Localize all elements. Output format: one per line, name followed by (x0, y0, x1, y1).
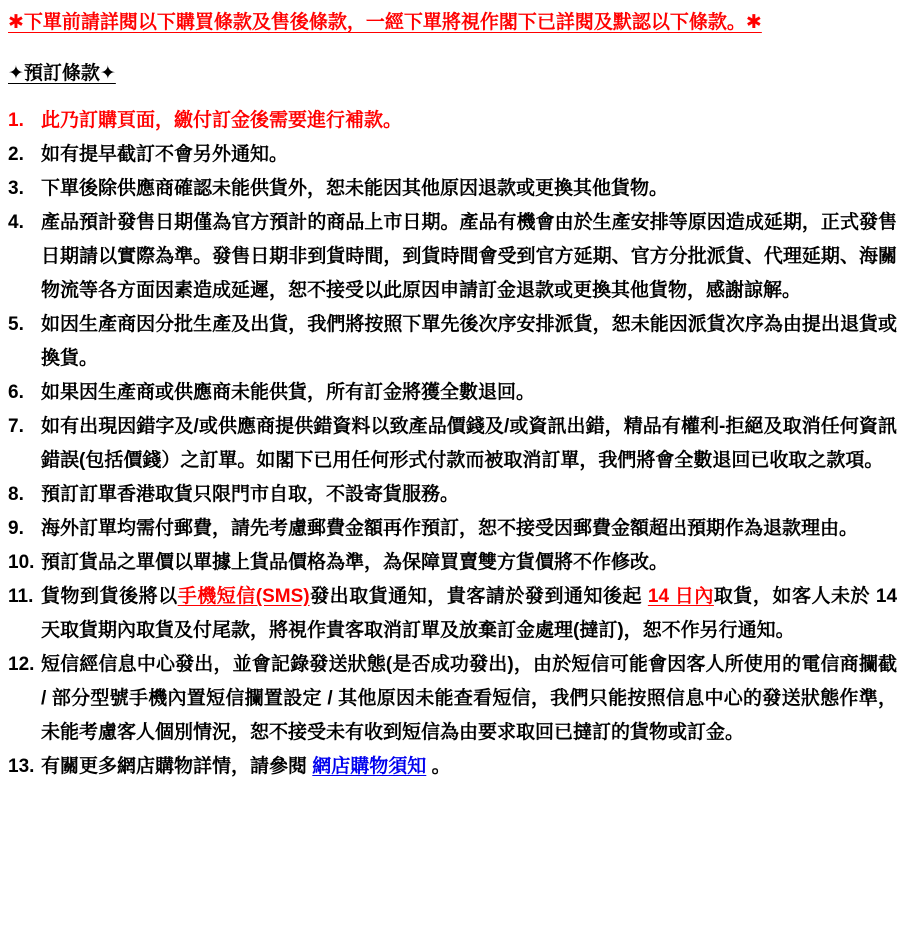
term-item-4 (8, 206, 897, 308)
term-number: 7. (8, 416, 24, 437)
term-text (41, 586, 897, 641)
term-number: 9. (8, 518, 24, 539)
term-item-9 (8, 512, 897, 546)
term-text: 預訂訂單香港取貨只限門市自取，不設寄貨服務。 (41, 484, 460, 505)
term-text: 預訂貨品之單價以單據上貨品價格為準，為保障買賣雙方貨價將不作修改。 (41, 552, 669, 573)
term-item-6 (8, 376, 897, 410)
term-item-11 (8, 580, 897, 648)
term-text: 此乃訂購頁面，繳付訂金後需要進行補款。 (41, 110, 403, 131)
term-number: 4. (8, 212, 24, 233)
page-title: ✱下單前請詳閱以下購買條款及售後條款，一經下單將視作閣下已詳閱及默認以下條款。✱ (8, 12, 762, 33)
term-item-8 (8, 478, 897, 512)
term-text: 海外訂單均需付郵費，請先考慮郵費金額再作預訂，恕不接受因郵費金額超出預期作為退款理由。 (41, 518, 859, 539)
term-text: 如有提早截訂不會另外通知。 (41, 144, 289, 165)
term-item-2 (8, 138, 897, 172)
term-text-segment: 發出取貨通知，貴客請於發到通知後起 (309, 586, 648, 607)
pickup-deadline-highlight: 14 日內 (647, 586, 714, 607)
term-number: 12. (8, 654, 35, 675)
term-text (41, 756, 451, 777)
term-item-3 (8, 172, 897, 206)
shop-guide-link[interactable]: 網店購物須知 (312, 756, 427, 777)
terms-list (8, 104, 897, 784)
term-text: 下單後除供應商確認未能供貨外，恕未能因其他原因退款或更換其他貨物。 (41, 178, 669, 199)
term-text-segment: 取貨，如客人未於 14 天取貨期內取貨及付尾款，將視作貴客取消訂單及放棄訂金處理(撻訂)，恕不作另行通知。 (41, 586, 898, 641)
term-number: 13. (8, 756, 35, 777)
section-header-preorder-terms: ✦預訂條款✦ (8, 63, 116, 84)
term-item-5 (8, 308, 897, 376)
term-number: 1. (8, 110, 24, 131)
term-item-10 (8, 546, 897, 580)
term-text-segment: 貨物到貨後將以 (41, 586, 178, 607)
term-number: 11. (8, 586, 34, 607)
term-number: 5. (8, 314, 24, 335)
terms-document (8, 8, 897, 784)
term-number: 10. (8, 552, 35, 573)
term-text: 產品預計發售日期僅為官方預計的商品上市日期。產品有機會由於生產安排等原因造成延期，正式發售日期請以實際為準。發售日期非到貨時間，到貨時間會受到官方延期、官方分批派貨、代理延期、海關物流等各方面因素造成延遲，恕不接受以此原因申請訂金退款或更換其他貨物，感謝諒解。 (41, 212, 897, 301)
term-item-1 (8, 104, 897, 138)
term-text: 如因生產商因分批生產及出貨，我們將按照下單先後次序安排派貨，恕未能因派貨次序為由提出退貨或換貨。 (41, 314, 897, 369)
term-number: 6. (8, 382, 24, 403)
term-number: 8. (8, 484, 24, 505)
term-item-12 (8, 648, 897, 750)
term-number: 3. (8, 178, 24, 199)
term-number: 2. (8, 144, 24, 165)
term-text-segment: 。 (426, 756, 451, 777)
term-text: 短信經信息中心發出，並會記錄發送狀態(是否成功發出)，由於短信可能會因客人所使用的電信商攔截 / 部分型號手機內置短信攔置設定 / 其他原因未能查看短信，我們只能按照信息中心的發送狀態作準，未能考慮客人個別情況，恕不接受未有收到短信為由要求取回已撻訂的貨物或訂金。 (41, 654, 897, 743)
term-text-segment: 有關更多網店購物詳情，請參閱 (41, 756, 313, 777)
term-text: 如有出現因錯字及/或供應商提供錯資料以致產品價錢及/或資訊出錯，精品有權利-拒絕及取消任何資訊錯誤(包括價錢）之訂單。如閣下已用任何形式付款而被取消訂單，我們將會全數退回已收取之款項。 (41, 416, 897, 471)
term-item-7 (8, 410, 897, 478)
term-item-13 (8, 750, 897, 784)
term-text: 如果因生產商或供應商未能供貨，所有訂金將獲全數退回。 (41, 382, 536, 403)
sms-notice-highlight: 手機短信(SMS) (177, 586, 310, 607)
